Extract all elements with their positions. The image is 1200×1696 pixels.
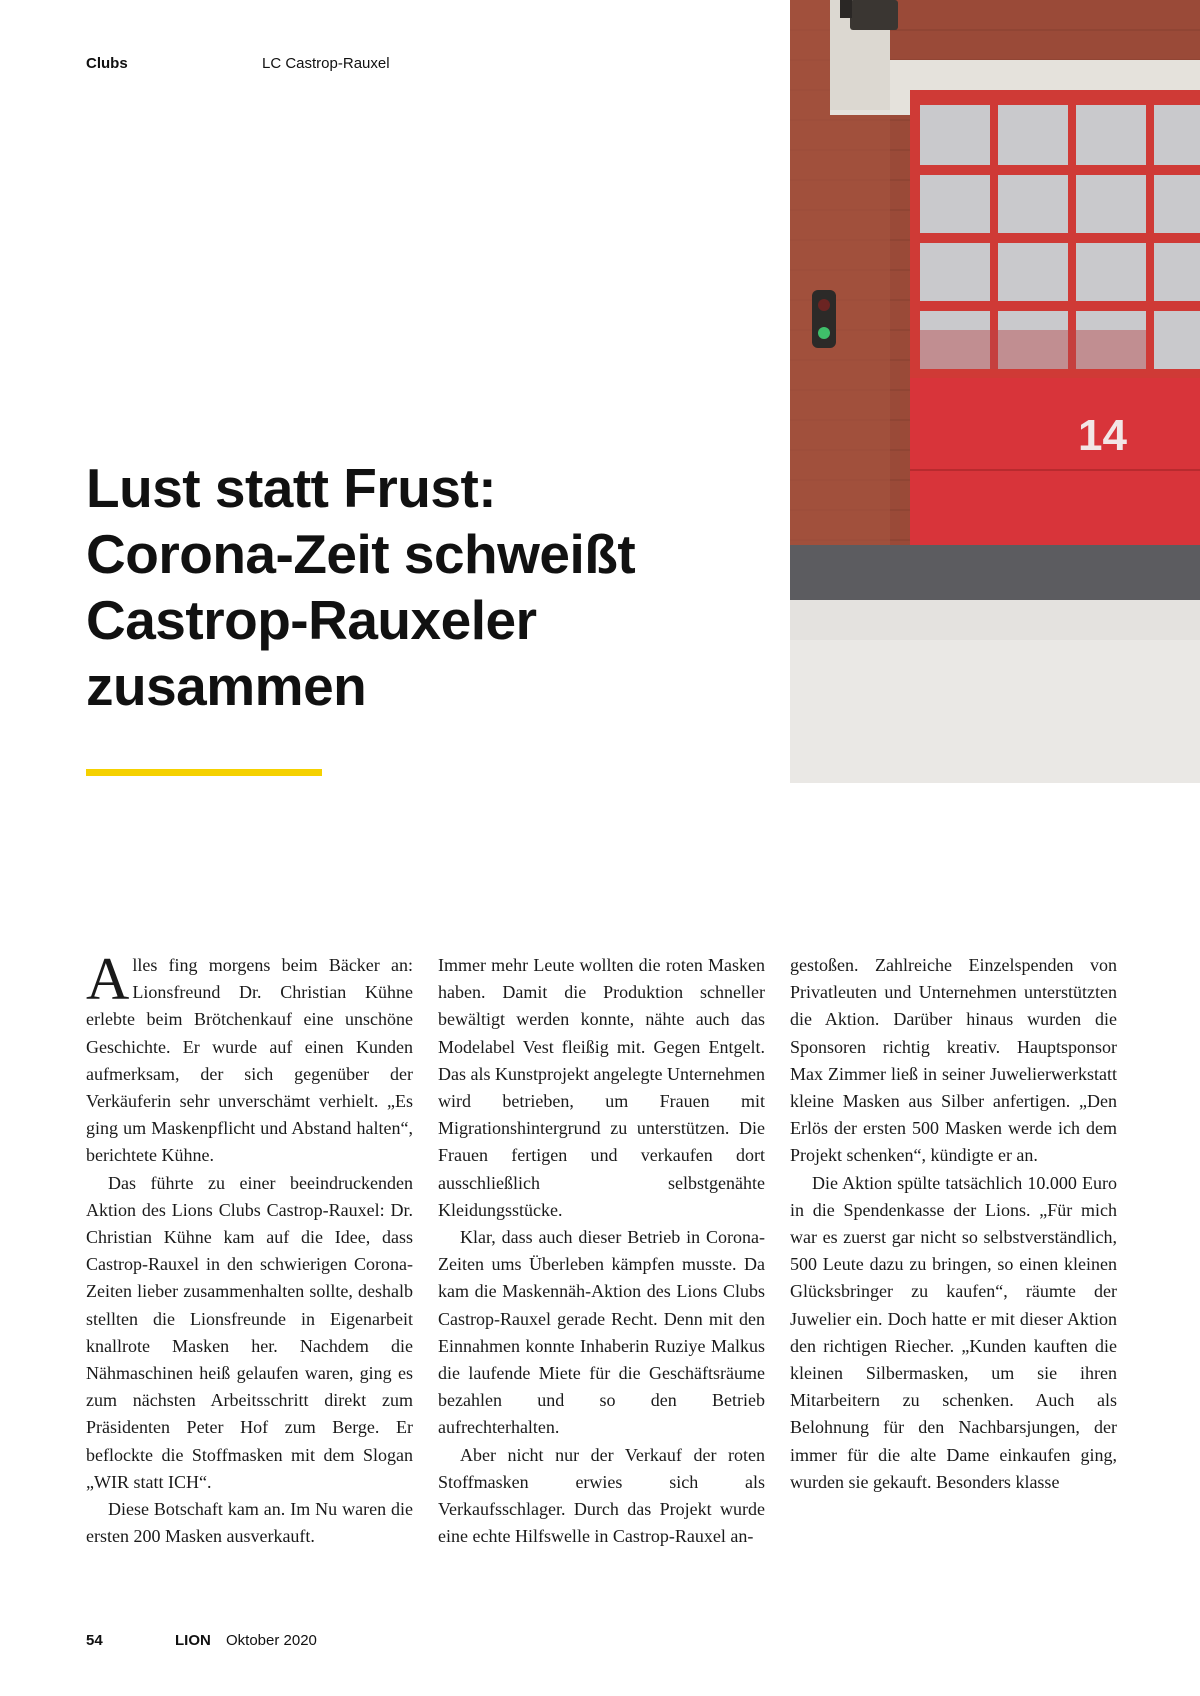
article-column-1 <box>86 946 413 1550</box>
accent-rule <box>86 769 322 776</box>
paragraph: Immer mehr Leute wollten die roten Masken haben. Damit die Produktion schneller bewältigt werden konnte, nähte auch das Modelabel Vest fleißig mit. Gegen Entgelt. Das als Kunstprojekt angelegte Unternehmen wird betrieben, um Frauen mit Migrationshintergrund zu unterstützen. Die Frauen fertigen und verkaufen dort ausschließlich selbstgenähte Kleidungsstücke. <box>438 955 765 1220</box>
paragraph: lles fing morgens beim Bäcker an: Lionsfreund Dr. Christian Kühne erlebte beim Brötchenkauf eine unschöne Geschichte. Er wurde auf einen Kunden aufmerksam, der sich gegenüber der Verkäuferin sehr unverschämt verhielt. „Es ging um Maskenpflicht und Abstand halten“, berichtete Kühne. <box>86 955 413 1166</box>
club-label: LC Castrop-Rauxel <box>262 55 390 72</box>
article-column-2 <box>438 952 765 1550</box>
page-number: 54 <box>86 1632 103 1649</box>
headline-line: Lust statt Frust: <box>86 457 497 519</box>
magazine-name: LION <box>175 1632 211 1649</box>
paragraph: Aber nicht nur der Verkauf der roten Stoffmasken erwies sich als Verkaufsschlager. Durch das Projekt wurde eine echte Hilfswelle in Castrop-Rauxel an- <box>438 1444 765 1547</box>
drop-cap: A <box>86 946 130 1012</box>
paragraph: Diese Botschaft kam an. Im Nu waren die ersten 200 Masken ausverkauft. <box>86 1499 413 1547</box>
headline-line: Castrop-Rauxeler <box>86 589 537 651</box>
paragraph: Klar, dass auch dieser Betrieb in Corona-Zeiten ums Überleben kämpfen musste. Da kam die Maskennäh-Aktion des Lions Clubs Castrop-Rauxel gerade Recht. Denn mit den Einnahmen konnte Inhaberin Ruziye Malkus die laufende Miete für die Geschäftsräume bezahlen und so den Betrieb aufrechterhalten. <box>438 1227 765 1438</box>
fire-station-photo <box>790 0 1200 783</box>
headline-line: Corona-Zeit schweißt <box>86 523 636 585</box>
headline <box>86 455 766 719</box>
paragraph: Das führte zu einer beeindruckenden Aktion des Lions Clubs Castrop-Rauxel: Dr. Christian Kühne kam auf die Idee, dass Castrop-Rauxel in den schwierigen Corona-Zeiten lieber zusammenhalten sollte, deshalb stellten die Lionsfreunde in Eigenarbeit knallrote Masken her. Nachdem die Nähmaschinen heiß gelaufen waren, ging es zum nächsten Arbeitsschritt direkt zum Präsidenten Peter Hof zum Berge. Er beflockte die Stoffmasken mit dem Slogan „WIR statt ICH“. <box>86 1172 413 1492</box>
issue-date: Oktober 2020 <box>226 1632 317 1649</box>
door-number: 14 <box>1078 411 1127 460</box>
headline-line: zusammen <box>86 655 367 717</box>
paragraph: gestoßen. Zahlreiche Einzelspenden von Privatleuten und Unternehmen unterstützten die Aktion. Darüber hinaus wurden die Sponsoren richtig kreativ. Hauptsponsor Max Zimmer ließ in seiner Juwelierwerkstatt kleine Masken aus Silber anfertigen. „Den Erlös der ersten 500 Masken werde ich dem Projekt schenken“, kündigte er an. <box>790 955 1117 1166</box>
article-column-3 <box>790 952 1117 1496</box>
paragraph: Die Aktion spülte tatsächlich 10.000 Euro in die Spendenkasse der Lions. „Für mich war es zuerst gar nicht so selbstverständlich, 500 Leute dazu zu bringen, so einen kleinen Glücksbringer zu kaufen“, räumte der Juwelier ein. Doch hatte er mit dieser Aktion den richtigen Riecher. „Kunden kauften die kleinen Silbermasken, um sie ihren Mitarbeitern zu schenken. Auch als Belohnung für den Nachbarsjungen, der immer für die alte Dame einkaufen ging, wurden sie gekauft. Besonders klasse <box>790 1172 1117 1492</box>
section-label: Clubs <box>86 55 128 72</box>
